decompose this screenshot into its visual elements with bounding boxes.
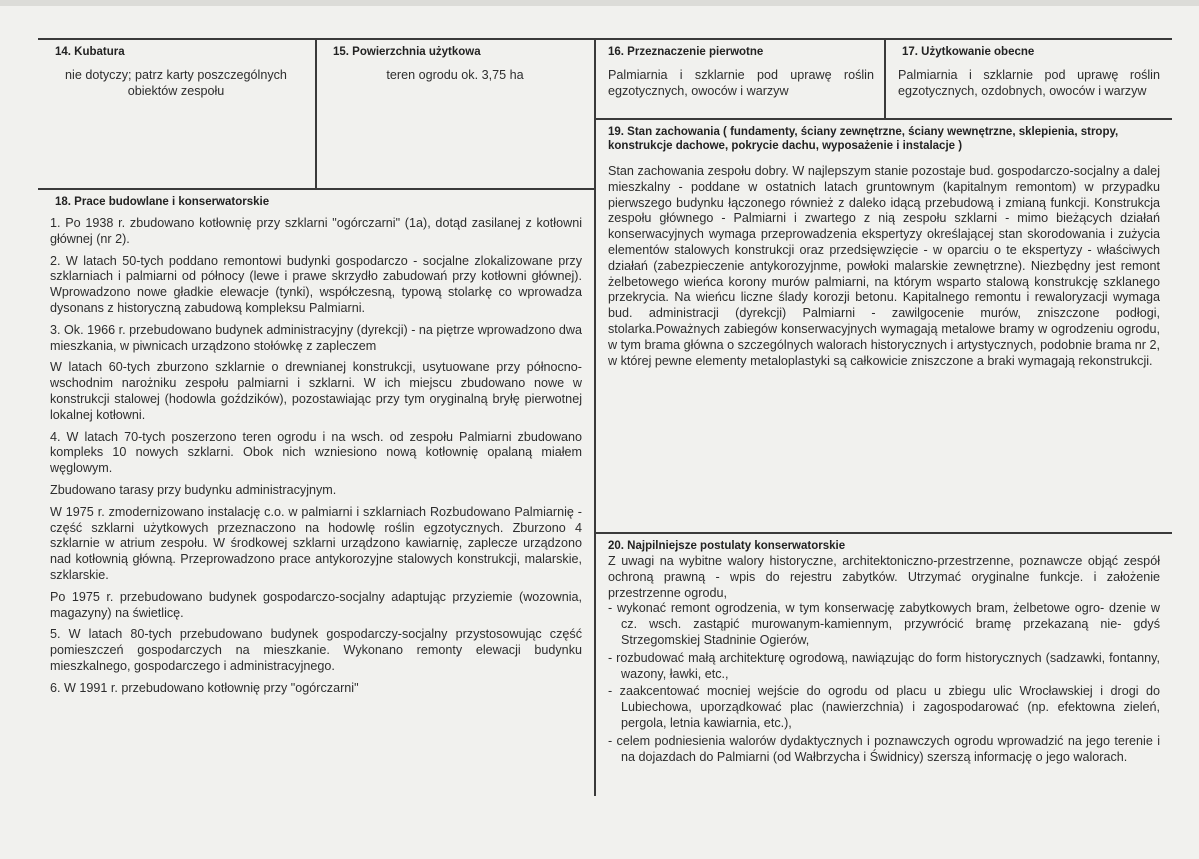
section-18-paragraph: W 1975 r. zmodernizowano instalację c.o. w palmiarni i szklarniach Rozbudowano Palmiarnię - część szklarni użytkowych przeznaczono na hodowlę roślin egzotycznych. Zburzono 4 szklarnie w atrium zespołu. W środkowej szklarni urządzono kawiarnię, zaplecze urządzono nad kotłownią główną. Przeprowadzono prace antykorozyjne stalowych konstrukcji, malarskie, szklarskie. — [50, 504, 582, 582]
section-18-paragraph: Po 1975 r. przebudowano budynek gospodarczo-socjalny adaptując przyziemie (wozownia, magazyny) na świetlicę. — [50, 589, 582, 620]
section-18-paragraph: 6. W 1991 r. przebudowano kotłownię przy "ogórczarni" — [50, 680, 359, 695]
divider-16-17 — [884, 38, 886, 118]
top-rule — [38, 38, 1172, 40]
section-15-text: teren ogrodu ok. 3,75 ha — [386, 68, 524, 82]
section-20-bullet: - celem podniesienia walorów dydaktycznych i poznawczych ogrodu wprowadzić na jego terenie i na dojazdach do Palmiarni (od Wałbrzycha i Świdnicy) szerszą informację o jego walorach. — [608, 733, 1160, 764]
section-17-title: 17. Użytkowanie obecne — [902, 46, 1035, 58]
divider-14-15 — [315, 38, 317, 188]
section-20-intro: Z uwagi na wybitne walory historyczne, architektoniczno-przestrzenne, poznawcze objąć zespół ochroną prawną - wpis do rejestru zabytków. Utrzymać oryginalne funkcje. i założenie przestrzenne ogrodu, — [608, 554, 1160, 600]
rule-above-19 — [596, 118, 1172, 120]
section-19-title: 19. Stan zachowania ( fundamenty, ściany zewnętrzne, ściany wewnętrzne, sklepienia, stropy, konstrukcje dachowe, pokrycie dachu, wyposażenie i instalacje ) — [608, 126, 1119, 152]
section-18-paragraph: 4. W latach 70-tych poszerzono teren ogrodu i na wsch. od zespołu Palmiarni zbudowano kompleks 10 nowych szklarni. Obok nich wzniesiono nową kotłownię opalaną miałem węglowym. — [50, 429, 582, 476]
section-20-bullet: - zaakcentować mocniej wejście do ogrodu od placu u zbiegu ulic Wrocławskiej i drogi do Lubiechowa, uporządkować plac (nawierzchnia) i zagospodarować (np. efektowna zieleń, pergola, letnia kawiarnia, etc.), — [608, 684, 1160, 730]
section-20-body — [608, 554, 1160, 767]
section-14-text: nie dotyczy; patrz karty poszczególnych obiektów zespołu — [65, 68, 287, 98]
rule-above-20 — [596, 532, 1172, 534]
section-18-paragraph: 3. Ok. 1966 r. przebudowano budynek administracyjny (dyrekcji) - na piętrze wprowadzono dwa mieszkania, w piwnicach urządzono stołówkę z zapleczem — [50, 322, 583, 353]
section-16-text: Palmiarnia i szklarnie pod uprawę roślin egzotycznych, owoców i warzyw — [608, 68, 874, 98]
section-20-bullet: - rozbudować małą architekturę ogrodową, nawiązując do form historycznych (sadzawki, fontanny, wazony, ławki, etc., — [608, 650, 1160, 681]
section-19-text: Stan zachowania zespołu dobry. W najlepszym stanie pozostaje bud. gospodarczo-socjalny a dalej mieszkalny - poddane w ostatnich latach gruntownym (kapitalnym remontom) w przypadku pierwszego budynku łączonego również z daleko idącą przebudową i zmianą funkcji. Konstrukcja zespołu głównego - Palmiarni i zwartego z nią zespołu szklarni - mimo bieżących działań konserwacyjnych wymaga przeprowadzenia ekspertyzy określającej stan skorodowania i zużycia elementów stalowych konstrukcji oraz przedsięwzięcie - w oparciu o te ekspertyzy - właściwych działań (zabezpieczenie antykorozyjnme, powłoki malarskie zewnętrzne). Niezbędny jest remont żelbetowego wieńca korony murów palmiarni, na którym wsparto stalową konstrukcję szklanego przekrycia. Na wieńcu liczne ślady korozji betonu. Kapitalnego remontu i rewaloryzacji wymaga bud. administracji (dyrekcji) Palmiarni - zawilgocenie murów, zniszczone podłogi, stolarka.Poważnych zabiegów konserwacyjnych wymagają metalowe bramy w ogrodzeniu ogrodu, w tym brama główna o szczególnych walorach historycznych i artystycznych, podobnie brama nr 2, w której pewne elementy metaloplastyki są całkowicie zniszczone a braki wymagają rekonstrukcji. — [608, 164, 1160, 368]
section-20-title: 20. Najpilniejsze postulaty konserwatorskie — [608, 540, 846, 552]
rule-above-18 — [38, 188, 594, 190]
section-18-paragraph: 5. W latach 80-tych przebudowano budynek gospodarczy-socjalny przystosowując część pomieszczeń gospodarczych na mieszkanie. Wykonano remonty elewacji budynku mieszkalnego, gospodarczego i administracyjnego. — [50, 627, 582, 673]
section-18-paragraph: Zbudowano tarasy przy budynku administracyjnym. — [50, 482, 337, 497]
section-18-title: 18. Prace budowlane i konserwatorskie — [55, 196, 270, 208]
scan-edge — [0, 0, 1199, 6]
divider-left-right — [594, 38, 596, 796]
section-20-bullet: - wykonać remont ogrodzenia, w tym konserwację zabytkowych bram, żelbetowe ogro- dzenie w cz. wsch. zastąpić murowanym-kamiennym, przywrócić bramę przekazaną nie- gdyś Strzegomskiej Stadninie Ogierów, — [608, 601, 1160, 647]
section-14-title: 14. Kubatura — [55, 46, 125, 58]
section-18-paragraph: 1. Po 1938 r. zbudowano kotłownię przy szklarni "ogórczarni" (1a), dotąd zasilanej z kotłowni głównej (nr 2). — [50, 216, 582, 246]
section-15-title: 15. Powierzchnia użytkowa — [333, 46, 481, 58]
section-18-paragraph: 2. W latach 50-tych poddano remontowi budynki gospodarczo - socjalne zlokalizowane przy szklarniach i palmiarni od północy (lewe i prawe skrzydło zabudowań przy kotłowni głównej). Wprowadzono nowe gładkie elewacje (tynki), współczesną, typową stolarkę co wprowadza dysonans z historyczną zabudową kompleksu Palmiarni. — [50, 253, 582, 315]
section-18-paragraph: W latach 60-tych zburzono szklarnie o drewnianej konstrukcji, usytuowane przy północno-wschodnim narożniku zespołu palmiarni i szklarni. W ich miejscu zbudowano nowe w konstrukcji stalowej (hodowla goździków), pozostawiając przy tym oryginalną bryłę pierwotnej lokalnej kotłowni. — [50, 360, 582, 422]
section-17-text: Palmiarnia i szklarnie pod uprawę roślin egzotycznych, ozdobnych, owoców i warzyw — [898, 68, 1160, 98]
section-18-body — [50, 216, 582, 703]
section-16-title: 16. Przeznaczenie pierwotne — [608, 46, 764, 58]
